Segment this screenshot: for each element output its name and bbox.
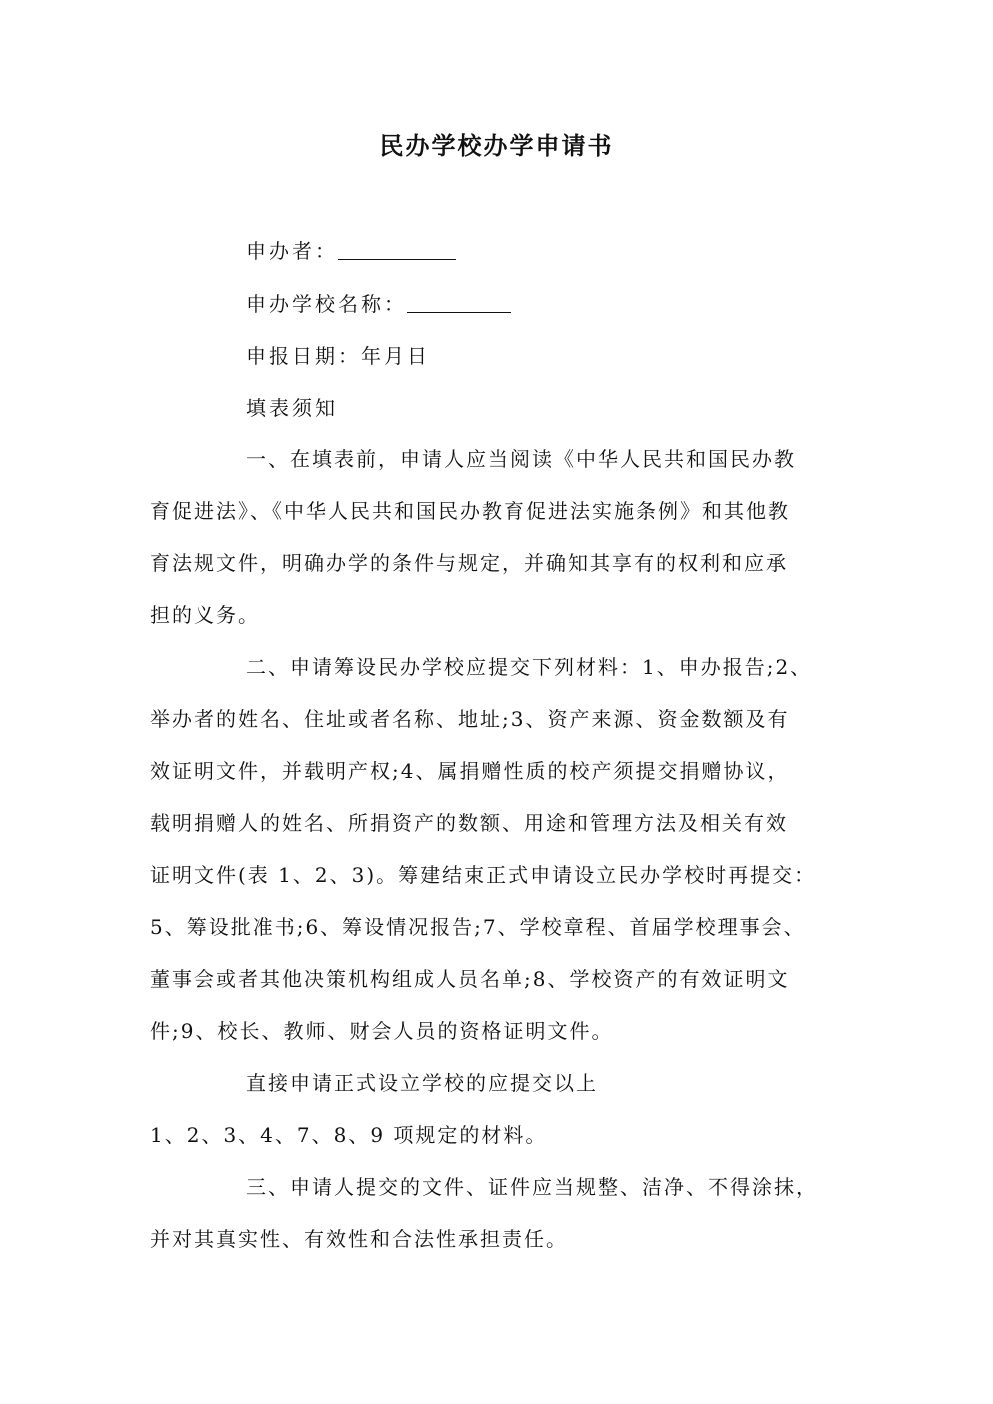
paragraph-line: 5、筹设批准书;6、筹设情况报告;7、学校章程、首届学校理事会、 bbox=[150, 915, 806, 939]
paragraph-line: 1、2、3、4、7、8、9 项规定的材料。 bbox=[150, 1123, 548, 1147]
paragraph-line: 担的义务。 bbox=[150, 603, 260, 627]
paragraph-line: 载明捐赠人的姓名、所捐资产的数额、用途和管理方法及相关有效 bbox=[150, 811, 788, 835]
paragraph-line: 育促进法》、《中华人民共和国民办教育促进法实施条例》和其他教 bbox=[150, 499, 790, 523]
date-label: 申报日期：年月日 bbox=[246, 344, 430, 368]
paragraph-line: 直接申请正式设立学校的应提交以上 bbox=[246, 1071, 598, 1095]
sponsor-label: 申办者： bbox=[246, 239, 338, 263]
notice-heading: 填表须知 bbox=[246, 396, 338, 420]
paragraph-line: 董事会或者其他决策机构组成人员名单;8、学校资产的有效证明文 bbox=[150, 967, 790, 991]
paragraph-line: 件;9、校长、教师、财会人员的资格证明文件。 bbox=[150, 1019, 614, 1043]
school-name-blank bbox=[407, 290, 511, 313]
date-field bbox=[246, 341, 430, 371]
sponsor-blank bbox=[338, 237, 456, 260]
sponsor-field bbox=[246, 236, 456, 266]
document-title: 民办学校办学申请书 bbox=[379, 131, 614, 160]
paragraph-line: 育法规文件，明确办学的条件与规定，并确知其享有的权利和应承 bbox=[150, 551, 788, 575]
paragraph-line: 证明文件(表 1、2、3)。筹建结束正式申请设立民办学校时再提交： bbox=[150, 863, 817, 887]
school-name-field bbox=[246, 289, 511, 319]
paragraph-line: 举办者的姓名、住址或者名称、地址;3、资产来源、资金数额及有 bbox=[150, 707, 790, 731]
paragraph-line: 三、申请人提交的文件、证件应当规整、洁净、不得涂抹， bbox=[246, 1175, 818, 1199]
paragraph-line: 二、申请筹设民办学校应提交下列材料：1、申办报告;2、 bbox=[246, 655, 813, 679]
paragraph-line: 并对其真实性、有效性和合法性承担责任。 bbox=[150, 1227, 568, 1251]
school-name-label: 申办学校名称： bbox=[246, 292, 407, 316]
paragraph-line: 一、在填表前，申请人应当阅读《中华人民共和国民办教 bbox=[246, 447, 796, 471]
paragraph-line: 效证明文件，并载明产权;4、属捐赠性质的校产须提交捐赠协议， bbox=[150, 759, 790, 783]
